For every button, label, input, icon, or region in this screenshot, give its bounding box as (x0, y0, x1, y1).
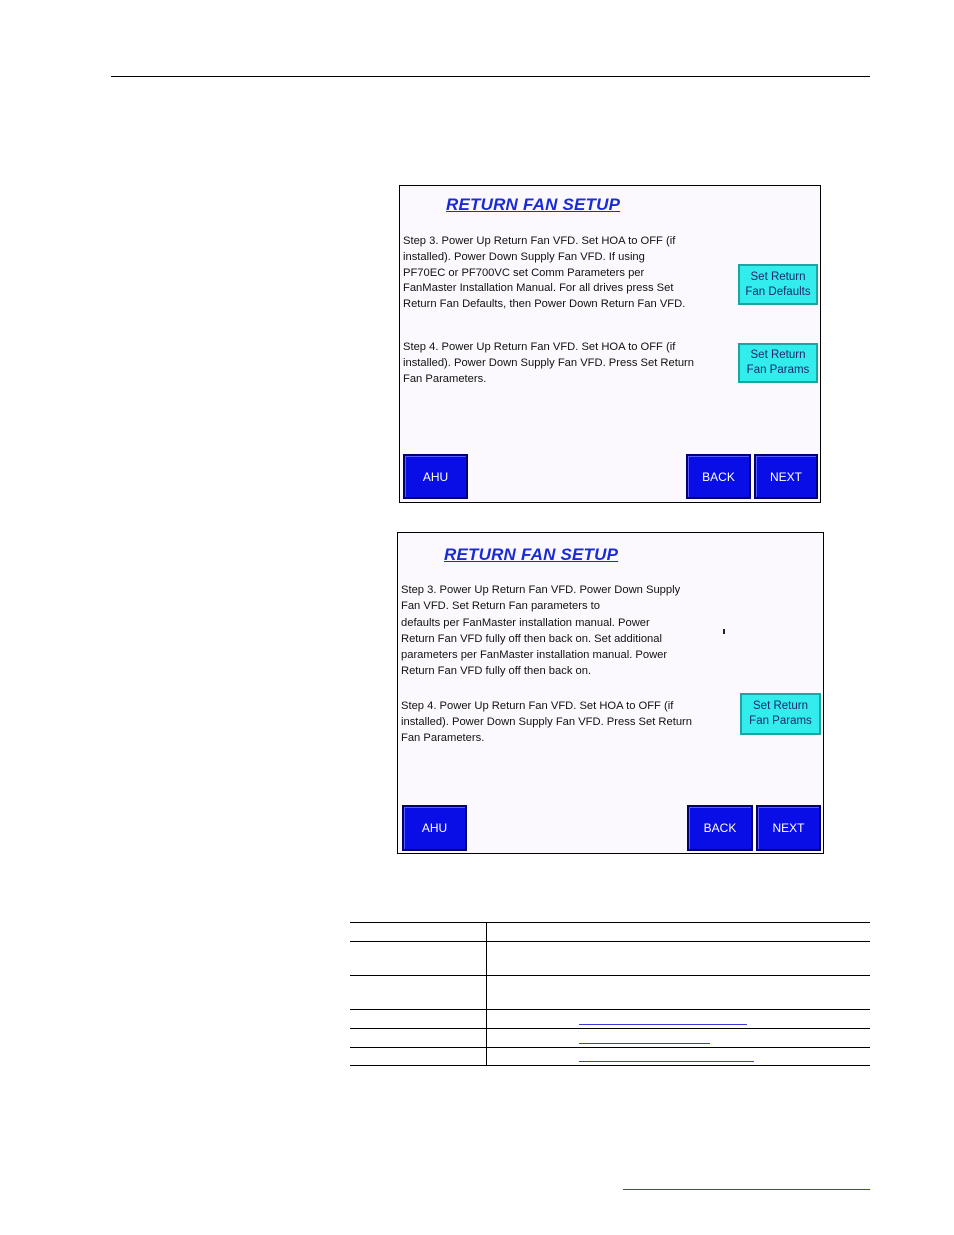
back-button[interactable]: BACK (687, 805, 753, 851)
table-row (350, 1029, 870, 1048)
step3-line: Step 3. Power Up Return Fan VFD. Set HOA to OFF (if (403, 235, 676, 247)
step4-line: Fan Parameters. (403, 372, 487, 385)
stray-mark (723, 629, 725, 634)
step3-line: Step 3. Power Up Return Fan VFD. Power Down Supply (401, 584, 681, 596)
table-row (350, 923, 870, 942)
button-label: Set Return (750, 349, 806, 361)
reference-link[interactable] (579, 1024, 747, 1025)
set-return-fan-defaults-button[interactable] (738, 264, 818, 305)
next-button[interactable]: NEXT (756, 805, 821, 851)
step4-line: installed). Power Down Supply Fan VFD. Press Set Return (401, 715, 692, 728)
header-rule (111, 76, 870, 77)
step3-line: Return Fan Defaults, then Power Down Return Fan VFD. (403, 298, 686, 311)
step3-line: defaults per FanMaster installation manual. Power (401, 616, 650, 629)
button-label: Fan Params (749, 715, 812, 727)
table-row (350, 1048, 870, 1066)
step3-text (403, 234, 685, 313)
step3-text (401, 582, 680, 680)
step3-line: Return Fan VFD fully off then back on. (401, 665, 592, 678)
reference-table (350, 922, 870, 1066)
step4-text (401, 699, 692, 746)
step3-line: FanMaster Installation Manual. For all drives press Set (403, 282, 674, 295)
step4-line: Step 4. Power Up Return Fan VFD. Set HOA to OFF (if (401, 700, 674, 712)
table-row (350, 976, 870, 1010)
table-row (350, 942, 870, 976)
step4-line: Fan Parameters. (401, 731, 485, 744)
button-label: Fan Defaults (745, 285, 811, 298)
step3-line: installed). Power Down Supply Fan VFD. If using (403, 250, 645, 263)
hmi-screen-2 (397, 532, 824, 854)
button-label: Set Return (750, 270, 806, 283)
step3-line: PF70EC or PF700VC set Comm Parameters per (403, 266, 645, 279)
screen-title: RETURN FAN SETUP (444, 545, 619, 564)
ahu-button[interactable]: AHU (402, 805, 467, 851)
set-return-fan-params-button[interactable] (740, 693, 821, 735)
step4-line: Step 4. Power Up Return Fan VFD. Set HOA to OFF (if (403, 341, 676, 353)
reference-link[interactable] (579, 1061, 754, 1062)
button-label: Set Return (753, 700, 808, 712)
footer-link[interactable] (623, 1189, 870, 1190)
step4-line: installed). Power Down Supply Fan VFD. Press Set Return (403, 356, 694, 369)
button-label: Fan Params (746, 364, 810, 376)
screen-title: RETURN FAN SETUP (446, 195, 621, 214)
reference-link[interactable] (579, 1043, 710, 1044)
step3-line: parameters per FanMaster installation manual. Power (401, 649, 668, 662)
next-button[interactable]: NEXT (754, 454, 818, 499)
table-row (350, 1010, 870, 1029)
step3-line: Fan VFD. Set Return Fan parameters to (401, 600, 600, 613)
back-button[interactable]: BACK (686, 454, 751, 499)
ahu-button[interactable]: AHU (403, 454, 468, 499)
hmi-screen-1 (399, 185, 821, 503)
step3-line: Return Fan VFD fully off then back on. Set additional (401, 632, 662, 645)
step4-text (403, 340, 694, 387)
set-return-fan-params-button[interactable] (738, 343, 818, 383)
